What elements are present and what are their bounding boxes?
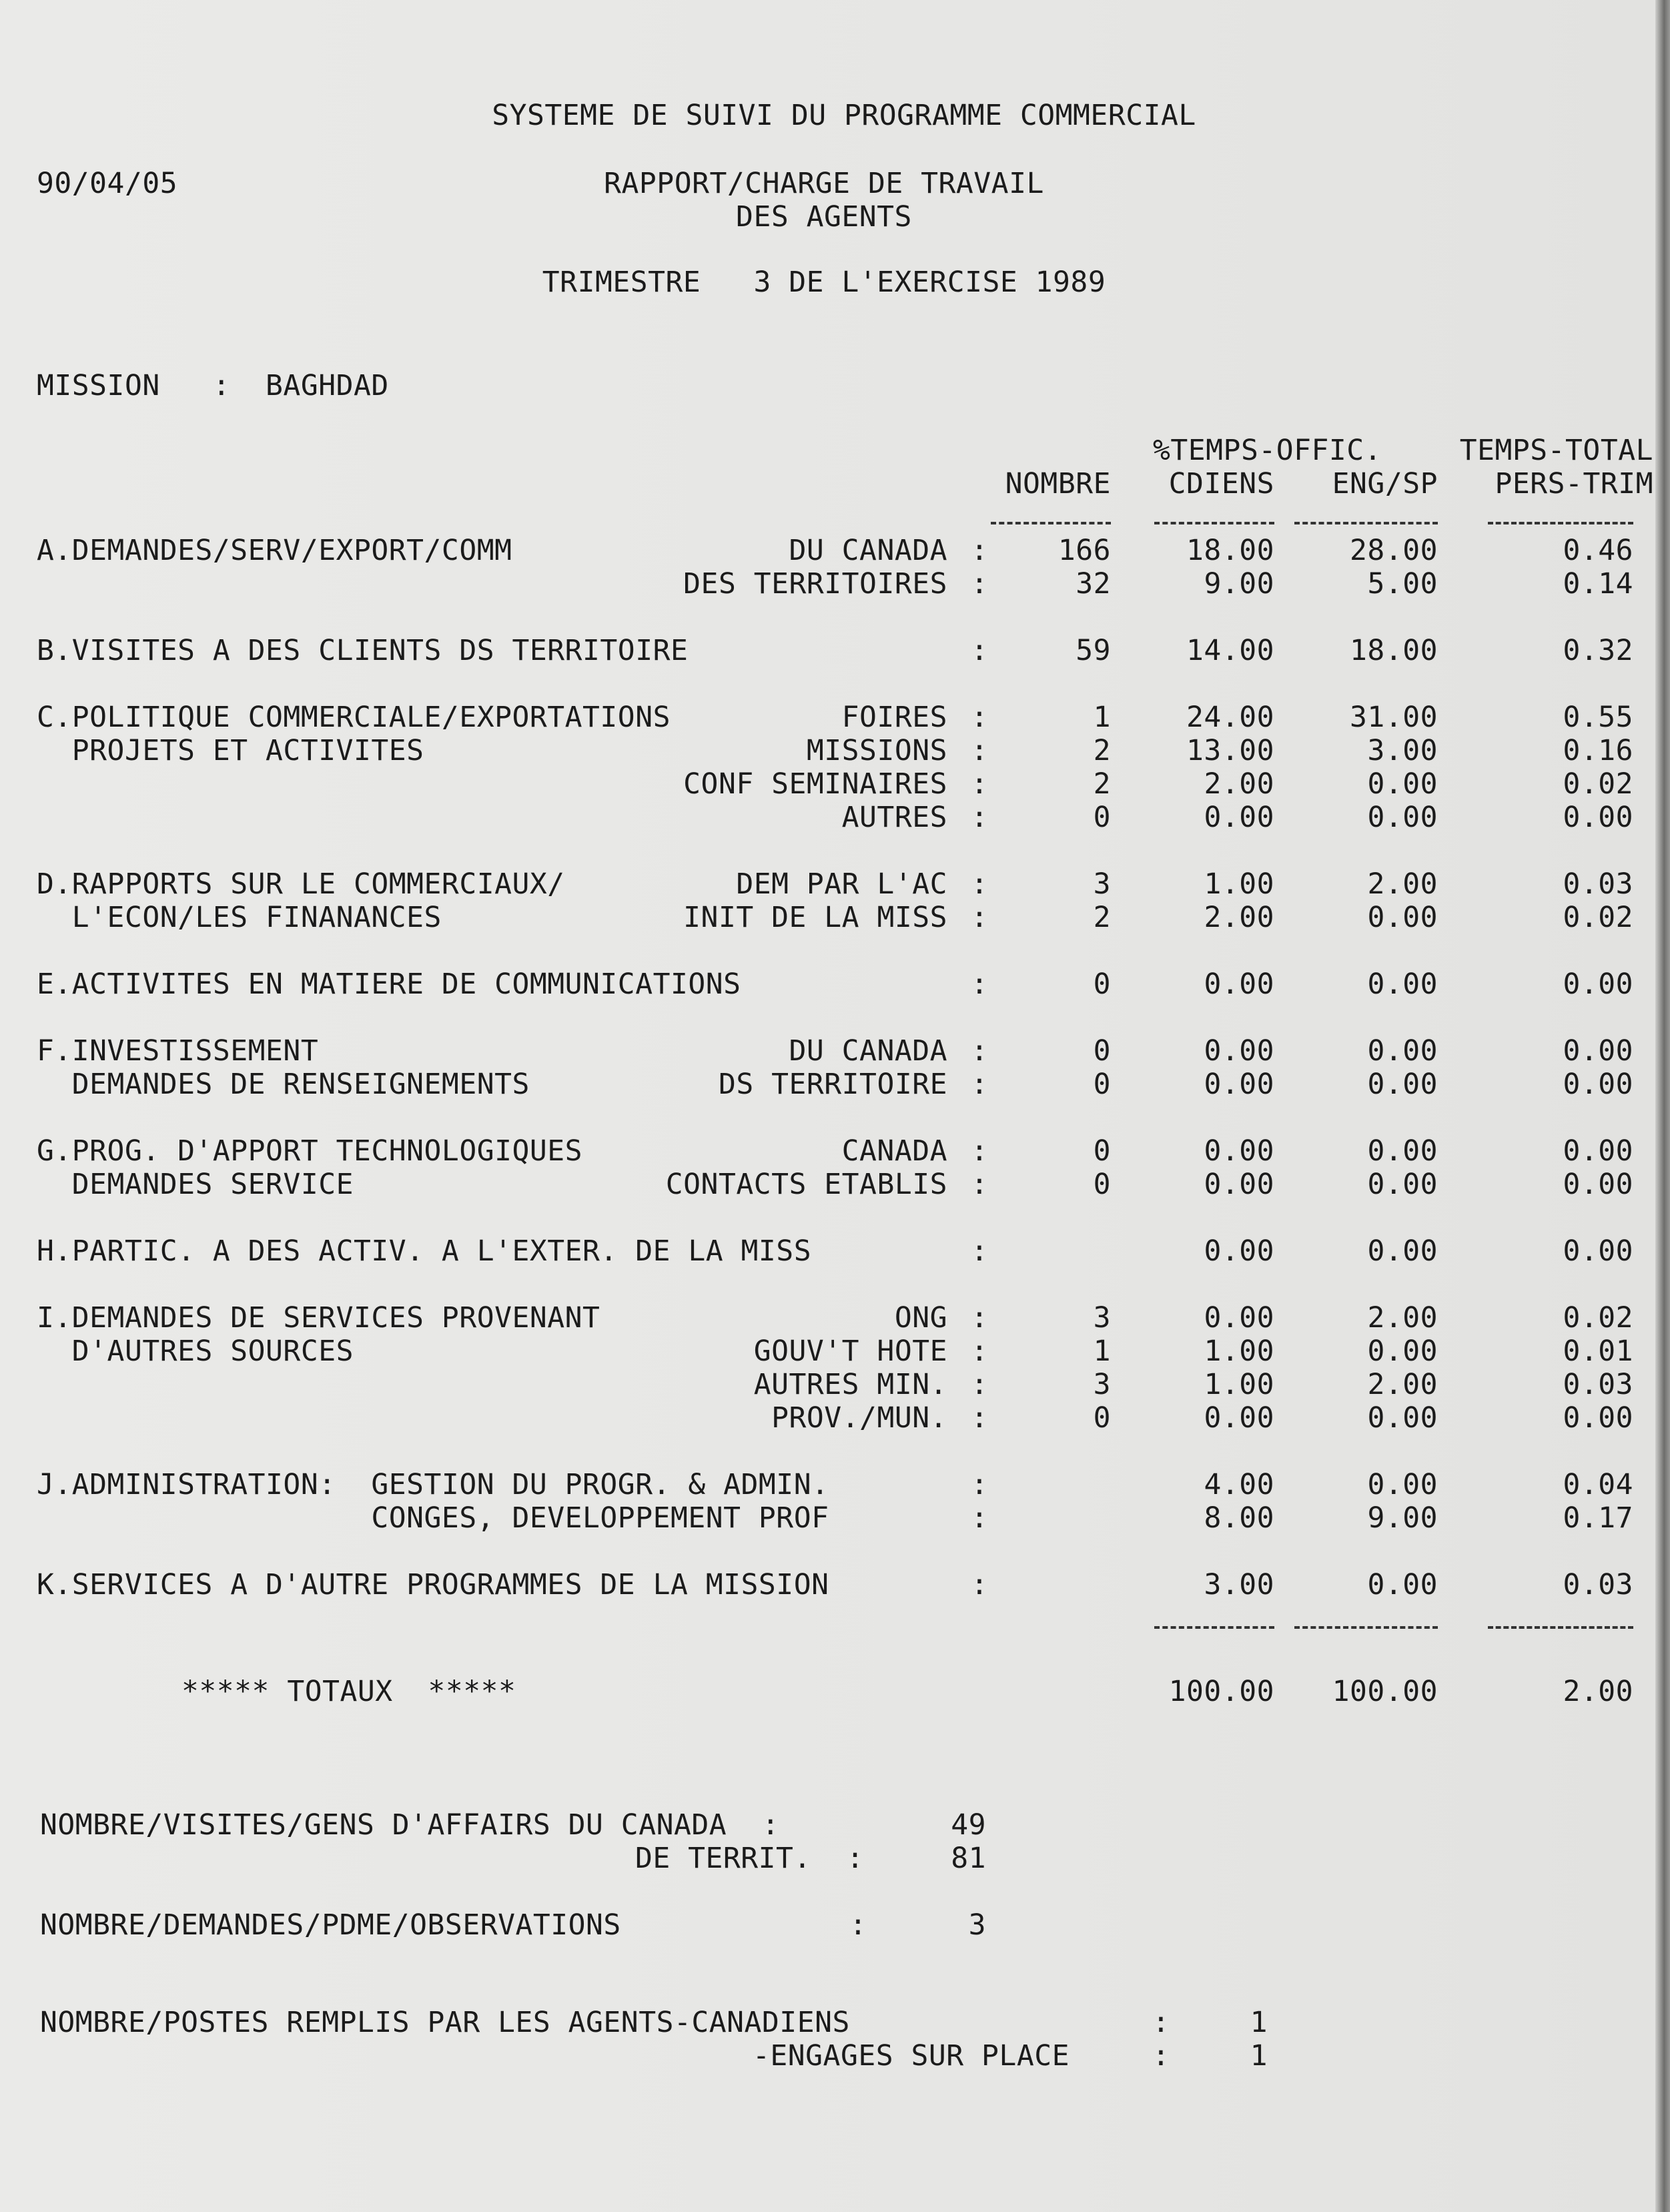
report-title-line-2: DES AGENTS bbox=[736, 200, 912, 234]
postes-canadiens-value: 1 bbox=[1250, 2006, 1268, 2039]
row-cdiens: 1.00 bbox=[1204, 1368, 1274, 1401]
row-label: CONGES, DEVELOPPEMENT PROF bbox=[37, 1501, 829, 1535]
row-colon: : bbox=[971, 1068, 989, 1101]
row-label: B.VISITES A DES CLIENTS DS TERRITOIRE bbox=[37, 634, 689, 667]
totals-cdiens: 100.00 bbox=[1168, 1675, 1274, 1708]
row-cdiens: 0.00 bbox=[1204, 1068, 1274, 1101]
row-cdiens: 0.00 bbox=[1204, 1034, 1274, 1068]
row-nombre: 3 bbox=[1093, 1301, 1111, 1335]
row-eng-sp: 3.00 bbox=[1367, 734, 1438, 767]
row-pers-trim: 0.02 bbox=[1563, 901, 1633, 934]
postes-label: NOMBRE/POSTES REMPLIS PAR LES AGENTS-CANADIENS bbox=[40, 2006, 850, 2039]
row-pers-trim: 0.00 bbox=[1563, 1234, 1633, 1268]
row-nombre: 3 bbox=[1093, 867, 1111, 901]
row-cdiens: 8.00 bbox=[1204, 1501, 1274, 1535]
row-pers-trim: 0.00 bbox=[1563, 1401, 1633, 1435]
engages-value: 1 bbox=[1250, 2039, 1268, 2073]
separator-cdiens bbox=[1154, 522, 1274, 524]
row-cdiens: 0.00 bbox=[1204, 1401, 1274, 1435]
row-pers-trim: 0.00 bbox=[1563, 968, 1633, 1001]
row-colon: : bbox=[971, 767, 989, 801]
row-sublabel: MISSIONS bbox=[806, 734, 947, 767]
row-pers-trim: 0.00 bbox=[1563, 801, 1633, 834]
row-eng-sp: 0.00 bbox=[1367, 767, 1438, 801]
row-eng-sp: 0.00 bbox=[1367, 968, 1438, 1001]
row-nombre: 59 bbox=[1076, 634, 1111, 667]
row-eng-sp: 31.00 bbox=[1350, 701, 1438, 734]
column-header-pers-trim: PERS-TRIM bbox=[1495, 467, 1653, 500]
row-eng-sp: 0.00 bbox=[1367, 801, 1438, 834]
row-cdiens: 3.00 bbox=[1204, 1568, 1274, 1601]
row-cdiens: 2.00 bbox=[1204, 767, 1274, 801]
row-label: G.PROG. D'APPORT TECHNOLOGIQUES bbox=[37, 1134, 583, 1168]
row-sublabel: DU CANADA bbox=[789, 1034, 947, 1068]
row-colon: : bbox=[971, 1301, 989, 1335]
row-colon: : bbox=[971, 1501, 989, 1535]
row-label: H.PARTIC. A DES ACTIV. A L'EXTER. DE LA MISS bbox=[37, 1234, 812, 1268]
row-sublabel: GOUV'T HOTE bbox=[753, 1335, 947, 1368]
row-pers-trim: 0.03 bbox=[1563, 1568, 1633, 1601]
visites-territ-value: 81 bbox=[951, 1842, 986, 1875]
engages-label: -ENGAGES SUR PLACE bbox=[753, 2039, 1070, 2073]
visites-territ-label: DE TERRIT. : bbox=[635, 1842, 864, 1875]
row-cdiens: 0.00 bbox=[1204, 1301, 1274, 1335]
totals-eng-sp: 100.00 bbox=[1332, 1675, 1438, 1708]
row-nombre: 0 bbox=[1093, 1401, 1111, 1435]
row-cdiens: 18.00 bbox=[1186, 534, 1274, 567]
row-pers-trim: 0.00 bbox=[1563, 1068, 1633, 1101]
row-label: K.SERVICES A D'AUTRE PROGRAMMES DE LA MISSION bbox=[37, 1568, 829, 1601]
row-nombre: 2 bbox=[1093, 734, 1111, 767]
row-cdiens: 0.00 bbox=[1204, 1168, 1274, 1201]
row-sublabel: CONF SEMINAIRES bbox=[683, 767, 947, 801]
row-label: A.DEMANDES/SERV/EXPORT/COMM bbox=[37, 534, 512, 567]
row-eng-sp: 2.00 bbox=[1367, 867, 1438, 901]
totals-label: ***** TOTAUX ***** bbox=[181, 1675, 516, 1708]
row-label: DEMANDES DE RENSEIGNEMENTS bbox=[37, 1068, 530, 1101]
row-colon: : bbox=[971, 567, 989, 601]
row-nombre: 0 bbox=[1093, 1034, 1111, 1068]
row-nombre: 1 bbox=[1093, 701, 1111, 734]
row-colon: : bbox=[971, 901, 989, 934]
row-sublabel: DS TERRITOIRE bbox=[718, 1068, 947, 1101]
row-nombre: 0 bbox=[1093, 968, 1111, 1001]
row-pers-trim: 0.16 bbox=[1563, 734, 1633, 767]
row-label: PROJETS ET ACTIVITES bbox=[37, 734, 424, 767]
report-date: 90/04/05 bbox=[37, 167, 178, 200]
row-pers-trim: 0.04 bbox=[1563, 1468, 1633, 1501]
column-header-temps-total: TEMPS-TOTAL bbox=[1459, 434, 1653, 467]
row-eng-sp: 0.00 bbox=[1367, 1068, 1438, 1101]
row-colon: : bbox=[971, 1335, 989, 1368]
column-header-cdiens: CDIENS bbox=[1168, 467, 1274, 500]
row-pers-trim: 0.00 bbox=[1563, 1134, 1633, 1168]
row-nombre: 1 bbox=[1093, 1335, 1111, 1368]
row-label: J.ADMINISTRATION: GESTION DU PROGR. & ADMIN. bbox=[37, 1468, 829, 1501]
row-nombre: 166 bbox=[1058, 534, 1111, 567]
row-sublabel: CONTACTS ETABLIS bbox=[665, 1168, 947, 1201]
row-eng-sp: 5.00 bbox=[1367, 567, 1438, 601]
row-sublabel: DEM PAR L'AC bbox=[736, 867, 947, 901]
row-label: I.DEMANDES DE SERVICES PROVENANT bbox=[37, 1301, 600, 1335]
report-period: TRIMESTRE 3 DE L'EXERCISE 1989 bbox=[542, 266, 1106, 299]
row-pers-trim: 0.00 bbox=[1563, 1034, 1633, 1068]
row-colon: : bbox=[971, 1468, 989, 1501]
row-eng-sp: 9.00 bbox=[1367, 1501, 1438, 1535]
row-colon: : bbox=[971, 734, 989, 767]
row-eng-sp: 0.00 bbox=[1367, 1468, 1438, 1501]
row-pers-trim: 0.01 bbox=[1563, 1335, 1633, 1368]
total-separator-pers-trim bbox=[1488, 1626, 1633, 1629]
visites-canada-value: 49 bbox=[951, 1808, 986, 1842]
separator-pers-trim bbox=[1488, 522, 1633, 524]
row-cdiens: 0.00 bbox=[1204, 801, 1274, 834]
row-colon: : bbox=[971, 1401, 989, 1435]
row-pers-trim: 0.02 bbox=[1563, 767, 1633, 801]
row-sublabel: AUTRES bbox=[841, 801, 947, 834]
row-sublabel: CANADA bbox=[841, 1134, 947, 1168]
column-header-nombre: NOMBRE bbox=[1005, 467, 1111, 500]
row-label: DEMANDES SERVICE bbox=[37, 1168, 354, 1201]
row-nombre: 0 bbox=[1093, 1168, 1111, 1201]
row-eng-sp: 0.00 bbox=[1367, 1335, 1438, 1368]
report-title-line-1: RAPPORT/CHARGE DE TRAVAIL bbox=[604, 167, 1044, 200]
row-label: F.INVESTISSEMENT bbox=[37, 1034, 319, 1068]
column-header-eng-sp: ENG/SP bbox=[1332, 467, 1438, 500]
row-colon: : bbox=[971, 867, 989, 901]
row-colon: : bbox=[971, 1134, 989, 1168]
total-separator-eng-sp bbox=[1294, 1626, 1438, 1629]
row-colon: : bbox=[971, 534, 989, 567]
row-nombre: 0 bbox=[1093, 1068, 1111, 1101]
row-pers-trim: 0.03 bbox=[1563, 867, 1633, 901]
row-eng-sp: 0.00 bbox=[1367, 901, 1438, 934]
row-cdiens: 0.00 bbox=[1204, 1234, 1274, 1268]
row-eng-sp: 0.00 bbox=[1367, 1234, 1438, 1268]
column-header-temps-offic: %TEMPS-OFFIC. bbox=[1153, 434, 1382, 467]
row-label: D.RAPPORTS SUR LE COMMERCIAUX/ bbox=[37, 867, 565, 901]
row-cdiens: 4.00 bbox=[1204, 1468, 1274, 1501]
row-nombre: 32 bbox=[1076, 567, 1111, 601]
row-sublabel: DU CANADA bbox=[789, 534, 947, 567]
row-cdiens: 9.00 bbox=[1204, 567, 1274, 601]
row-nombre: 2 bbox=[1093, 901, 1111, 934]
row-sublabel: FOIRES bbox=[841, 701, 947, 734]
demandes-label: NOMBRE/DEMANDES/PDME/OBSERVATIONS bbox=[40, 1908, 621, 1942]
row-label: C.POLITIQUE COMMERCIALE/EXPORTATIONS bbox=[37, 701, 671, 734]
row-eng-sp: 18.00 bbox=[1350, 634, 1438, 667]
row-label: E.ACTIVITES EN MATIERE DE COMMUNICATIONS bbox=[37, 968, 741, 1001]
row-cdiens: 24.00 bbox=[1186, 701, 1274, 734]
totals-pers-trim: 2.00 bbox=[1563, 1675, 1633, 1708]
row-sublabel: INIT DE LA MISS bbox=[683, 901, 947, 934]
row-eng-sp: 0.00 bbox=[1367, 1134, 1438, 1168]
row-colon: : bbox=[971, 801, 989, 834]
row-pers-trim: 0.00 bbox=[1563, 1168, 1633, 1201]
row-pers-trim: 0.03 bbox=[1563, 1368, 1633, 1401]
demandes-value: 3 bbox=[968, 1908, 986, 1942]
row-pers-trim: 0.46 bbox=[1563, 534, 1633, 567]
row-colon: : bbox=[971, 1368, 989, 1401]
engages-colon: : bbox=[1152, 2039, 1170, 2073]
row-eng-sp: 0.00 bbox=[1367, 1568, 1438, 1601]
row-colon: : bbox=[971, 1168, 989, 1201]
page-edge-shadow bbox=[1655, 0, 1670, 2212]
postes-colon: : bbox=[1152, 2006, 1170, 2039]
row-cdiens: 0.00 bbox=[1204, 1134, 1274, 1168]
row-colon: : bbox=[971, 1034, 989, 1068]
row-label: D'AUTRES SOURCES bbox=[37, 1335, 354, 1368]
row-sublabel: AUTRES MIN. bbox=[753, 1368, 947, 1401]
row-eng-sp: 2.00 bbox=[1367, 1368, 1438, 1401]
row-nombre: 3 bbox=[1093, 1368, 1111, 1401]
row-sublabel: ONG bbox=[894, 1301, 947, 1335]
row-colon: : bbox=[971, 1568, 989, 1601]
row-eng-sp: 0.00 bbox=[1367, 1034, 1438, 1068]
row-eng-sp: 2.00 bbox=[1367, 1301, 1438, 1335]
row-pers-trim: 0.02 bbox=[1563, 1301, 1633, 1335]
row-colon: : bbox=[971, 634, 989, 667]
row-label: L'ECON/LES FINANANCES bbox=[37, 901, 442, 934]
demandes-colon: : bbox=[849, 1908, 867, 1942]
row-eng-sp: 0.00 bbox=[1367, 1168, 1438, 1201]
row-pers-trim: 0.14 bbox=[1563, 567, 1633, 601]
row-pers-trim: 0.32 bbox=[1563, 634, 1633, 667]
row-cdiens: 2.00 bbox=[1204, 901, 1274, 934]
row-pers-trim: 0.55 bbox=[1563, 701, 1633, 734]
separator-eng-sp bbox=[1294, 522, 1438, 524]
row-colon: : bbox=[971, 968, 989, 1001]
visites-label: NOMBRE/VISITES/GENS D'AFFAIRS DU CANADA : bbox=[40, 1808, 780, 1842]
row-cdiens: 14.00 bbox=[1186, 634, 1274, 667]
row-colon: : bbox=[971, 701, 989, 734]
row-nombre: 2 bbox=[1093, 767, 1111, 801]
row-nombre: 0 bbox=[1093, 801, 1111, 834]
system-title: SYSTEME DE SUIVI DU PROGRAMME COMMERCIAL bbox=[492, 99, 1196, 132]
row-nombre: 0 bbox=[1093, 1134, 1111, 1168]
row-cdiens: 0.00 bbox=[1204, 968, 1274, 1001]
row-cdiens: 13.00 bbox=[1186, 734, 1274, 767]
row-eng-sp: 0.00 bbox=[1367, 1401, 1438, 1435]
mission-label: MISSION : BAGHDAD bbox=[37, 369, 389, 402]
row-cdiens: 1.00 bbox=[1204, 1335, 1274, 1368]
separator-nombre bbox=[991, 522, 1111, 524]
total-separator-cdiens bbox=[1154, 1626, 1274, 1629]
row-sublabel: DES TERRITOIRES bbox=[683, 567, 947, 601]
row-sublabel: PROV./MUN. bbox=[771, 1401, 947, 1435]
row-eng-sp: 28.00 bbox=[1350, 534, 1438, 567]
row-cdiens: 1.00 bbox=[1204, 867, 1274, 901]
row-pers-trim: 0.17 bbox=[1563, 1501, 1633, 1535]
row-colon: : bbox=[971, 1234, 989, 1268]
